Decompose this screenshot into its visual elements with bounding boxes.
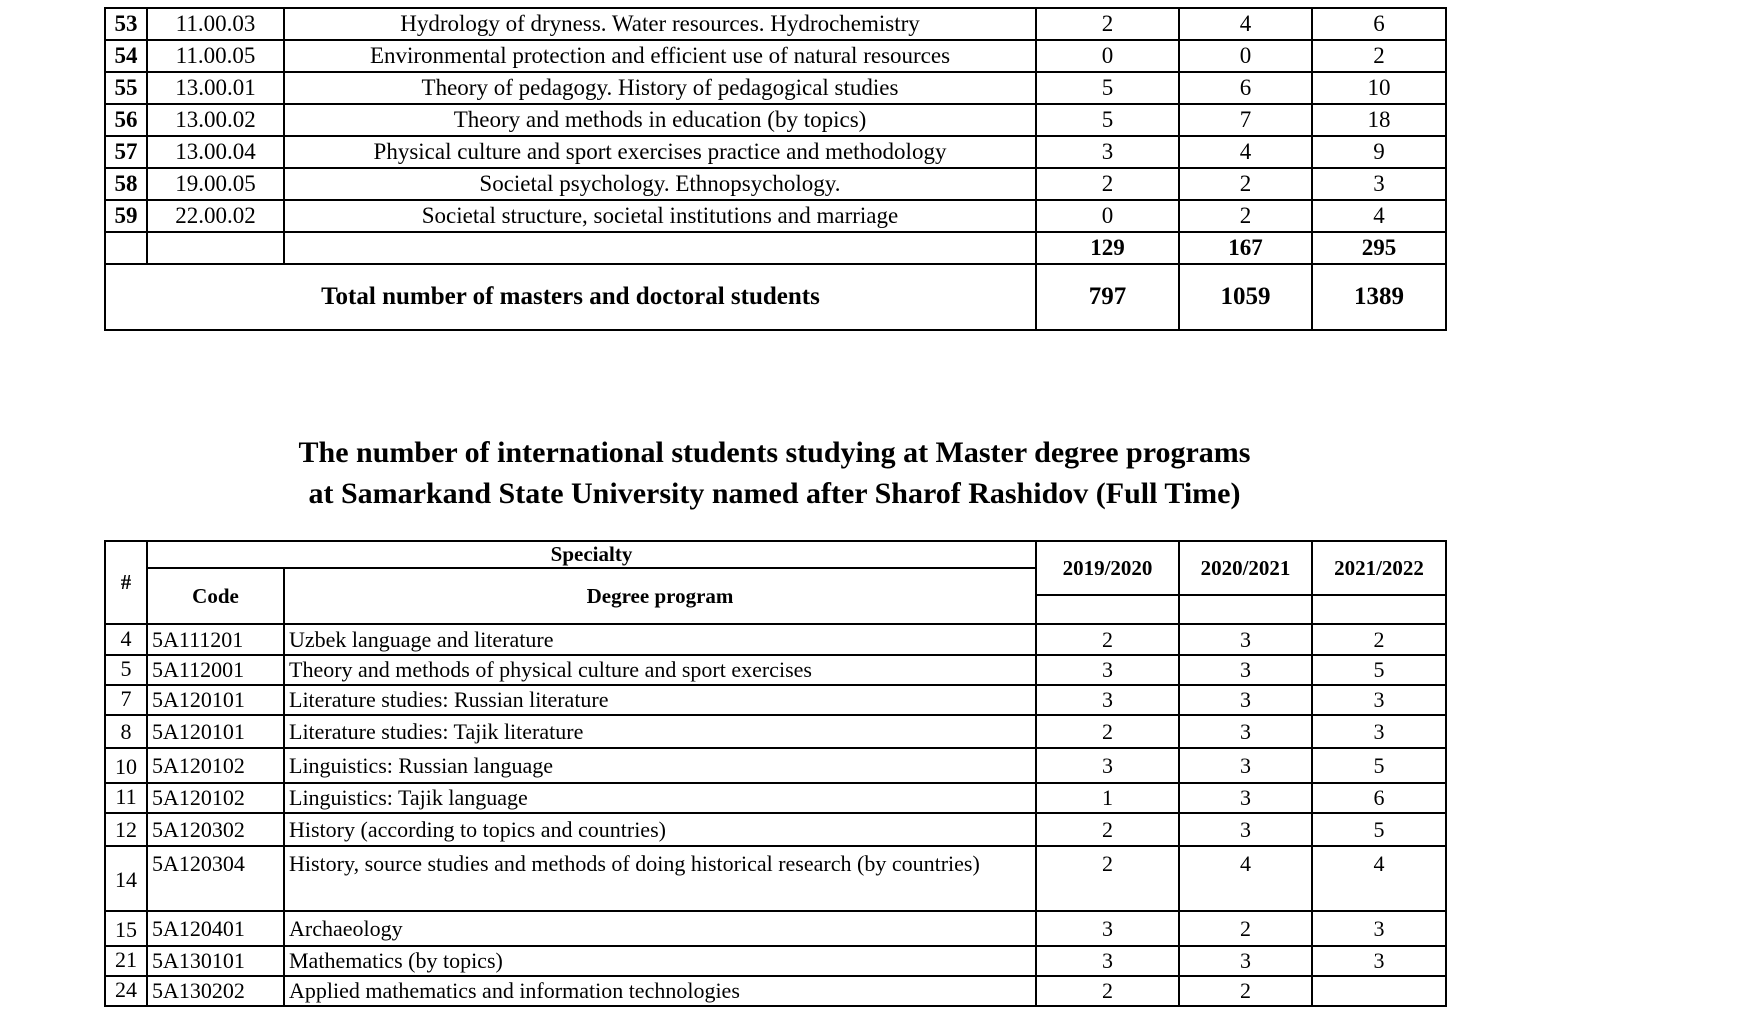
row-program: Linguistics: Russian language — [284, 748, 1036, 783]
row-value-2019-2020: 3 — [1036, 946, 1179, 976]
row-value-2020-2021: 3 — [1179, 624, 1312, 655]
row-value-2020-2021: 2 — [1179, 976, 1312, 1006]
row-value-2019-2020: 3 — [1036, 748, 1179, 783]
row-number: 4 — [105, 624, 147, 655]
row-value-2020-2021: 7 — [1179, 104, 1312, 136]
row-value-2020-2021: 4 — [1179, 846, 1312, 911]
row-code: 19.00.05 — [147, 168, 284, 200]
row-code: 5A130202 — [147, 976, 284, 1006]
row-value-2019-2020: 2 — [1036, 624, 1179, 655]
row-value-2019-2020: 2 — [1036, 846, 1179, 911]
row-code: 13.00.02 — [147, 104, 284, 136]
subtotal-row — [105, 232, 1446, 264]
row-program: Environmental protection and efficient use of natural resources — [284, 40, 1036, 72]
row-number: 53 — [105, 8, 147, 40]
table-row — [105, 40, 1446, 72]
total-label: Total number of masters and doctoral students — [105, 264, 1036, 330]
row-code: 5A120101 — [147, 685, 284, 715]
row-value-2020-2021: 6 — [1179, 72, 1312, 104]
total-2020-2021: 1059 — [1179, 264, 1312, 330]
table-row — [105, 655, 1446, 685]
table-row — [105, 8, 1446, 40]
table-row — [105, 946, 1446, 976]
row-number: 12 — [105, 813, 147, 846]
heading-line-1: The number of international students studying at Master degree programs — [298, 436, 1251, 469]
row-value-2019-2020: 0 — [1036, 40, 1179, 72]
row-number: 59 — [105, 200, 147, 232]
row-number: 56 — [105, 104, 147, 136]
row-value-2021-2022: 4 — [1312, 200, 1446, 232]
row-value-2021-2022: 3 — [1312, 168, 1446, 200]
row-program: Theory of pedagogy. History of pedagogical studies — [284, 72, 1036, 104]
row-program: Archaeology — [284, 911, 1036, 946]
row-number: 15 — [105, 911, 147, 946]
international-students-table — [104, 540, 1447, 1007]
header-blank-cell — [1179, 595, 1312, 624]
row-value-2021-2022: 2 — [1312, 40, 1446, 72]
row-program: Societal structure, societal institutions and marriage — [284, 200, 1036, 232]
row-value-2019-2020: 5 — [1036, 104, 1179, 136]
row-value-2019-2020: 5 — [1036, 72, 1179, 104]
total-2019-2020: 797 — [1036, 264, 1179, 330]
row-code: 13.00.01 — [147, 72, 284, 104]
table-row — [105, 685, 1446, 715]
table-row — [105, 624, 1446, 655]
row-value-2021-2022: 10 — [1312, 72, 1446, 104]
row-value-2019-2020: 2 — [1036, 168, 1179, 200]
table-row — [105, 846, 1446, 911]
row-value-2019-2020: 3 — [1036, 911, 1179, 946]
empty-cell — [147, 232, 284, 264]
row-code: 5A111201 — [147, 624, 284, 655]
row-program: Literature studies: Tajik literature — [284, 715, 1036, 748]
row-program: Linguistics: Tajik language — [284, 783, 1036, 813]
row-code: 11.00.03 — [147, 8, 284, 40]
row-value-2021-2022: 4 — [1312, 846, 1446, 911]
row-value-2021-2022: 3 — [1312, 685, 1446, 715]
row-value-2021-2022: 6 — [1312, 783, 1446, 813]
row-value-2021-2022: 9 — [1312, 136, 1446, 168]
total-2021-2022: 1389 — [1312, 264, 1446, 330]
row-number: 57 — [105, 136, 147, 168]
subtotal-2020-2021: 167 — [1179, 232, 1312, 264]
row-code: 11.00.05 — [147, 40, 284, 72]
row-code: 5A120401 — [147, 911, 284, 946]
table-row — [105, 104, 1446, 136]
row-value-2020-2021: 2 — [1179, 911, 1312, 946]
row-value-2020-2021: 3 — [1179, 783, 1312, 813]
header-degree-program: Degree program — [284, 568, 1036, 624]
row-program: Theory and methods in education (by topics) — [284, 104, 1036, 136]
table-row — [105, 911, 1446, 946]
subtotal-2021-2022: 295 — [1312, 232, 1446, 264]
row-value-2019-2020: 0 — [1036, 200, 1179, 232]
row-value-2021-2022: 3 — [1312, 715, 1446, 748]
row-program: Theory and methods of physical culture and sport exercises — [284, 655, 1036, 685]
header-year-2021-2022: 2021/2022 — [1312, 541, 1446, 595]
row-number: 11 — [105, 783, 147, 813]
row-value-2021-2022 — [1312, 976, 1446, 1006]
header-year-2019-2020: 2019/2020 — [1036, 541, 1179, 595]
continued-students-table — [104, 7, 1447, 331]
row-program: Literature studies: Russian literature — [284, 685, 1036, 715]
row-value-2020-2021: 3 — [1179, 813, 1312, 846]
row-value-2020-2021: 3 — [1179, 685, 1312, 715]
row-value-2020-2021: 4 — [1179, 136, 1312, 168]
row-program: History, source studies and methods of doing historical research (by countries) — [284, 846, 1036, 911]
row-code: 5A130101 — [147, 946, 284, 976]
row-number: 54 — [105, 40, 147, 72]
row-number: 5 — [105, 655, 147, 685]
row-value-2019-2020: 2 — [1036, 8, 1179, 40]
row-number: 24 — [105, 976, 147, 1006]
section-heading — [104, 432, 1445, 514]
row-value-2020-2021: 2 — [1179, 200, 1312, 232]
row-program: Hydrology of dryness. Water resources. Hydrochemistry — [284, 8, 1036, 40]
row-value-2020-2021: 3 — [1179, 946, 1312, 976]
row-value-2021-2022: 3 — [1312, 911, 1446, 946]
row-number: 55 — [105, 72, 147, 104]
table-row — [105, 976, 1446, 1006]
row-value-2019-2020: 1 — [1036, 783, 1179, 813]
row-code: 5A120102 — [147, 783, 284, 813]
table-row — [105, 715, 1446, 748]
empty-cell — [105, 232, 147, 264]
total-row — [105, 264, 1446, 330]
row-value-2021-2022: 18 — [1312, 104, 1446, 136]
row-code: 5A120302 — [147, 813, 284, 846]
row-program: Societal psychology. Ethnopsychology. — [284, 168, 1036, 200]
header-blank-cell — [1312, 595, 1446, 624]
row-value-2019-2020: 3 — [1036, 685, 1179, 715]
table-row — [105, 72, 1446, 104]
row-program: Mathematics (by topics) — [284, 946, 1036, 976]
row-code: 22.00.02 — [147, 200, 284, 232]
row-value-2021-2022: 5 — [1312, 748, 1446, 783]
row-value-2019-2020: 2 — [1036, 715, 1179, 748]
row-value-2019-2020: 2 — [1036, 813, 1179, 846]
row-value-2019-2020: 2 — [1036, 976, 1179, 1006]
row-value-2021-2022: 5 — [1312, 813, 1446, 846]
row-number: 58 — [105, 168, 147, 200]
table-row — [105, 200, 1446, 232]
row-value-2020-2021: 3 — [1179, 715, 1312, 748]
header-year-2020-2021: 2020/2021 — [1179, 541, 1312, 595]
header-blank-cell — [1036, 595, 1179, 624]
row-code: 5A120101 — [147, 715, 284, 748]
row-program: History (according to topics and countries) — [284, 813, 1036, 846]
table-row — [105, 813, 1446, 846]
header-specialty: Specialty — [147, 541, 1036, 568]
row-value-2020-2021: 3 — [1179, 655, 1312, 685]
row-value-2020-2021: 4 — [1179, 8, 1312, 40]
row-number: 7 — [105, 685, 147, 715]
row-value-2021-2022: 5 — [1312, 655, 1446, 685]
header-hash: # — [105, 541, 147, 624]
row-program: Physical culture and sport exercises practice and methodology — [284, 136, 1036, 168]
row-code: 5A120102 — [147, 748, 284, 783]
row-value-2019-2020: 3 — [1036, 136, 1179, 168]
row-value-2021-2022: 2 — [1312, 624, 1446, 655]
row-value-2021-2022: 6 — [1312, 8, 1446, 40]
row-value-2020-2021: 0 — [1179, 40, 1312, 72]
row-code: 13.00.04 — [147, 136, 284, 168]
table-row — [105, 783, 1446, 813]
row-number: 10 — [105, 748, 147, 783]
empty-cell — [284, 232, 1036, 264]
row-number: 21 — [105, 946, 147, 976]
row-program: Applied mathematics and information technologies — [284, 976, 1036, 1006]
row-number: 14 — [105, 846, 147, 911]
row-value-2020-2021: 2 — [1179, 168, 1312, 200]
table-row — [105, 168, 1446, 200]
row-code: 5A112001 — [147, 655, 284, 685]
row-program: Uzbek language and literature — [284, 624, 1036, 655]
row-value-2020-2021: 3 — [1179, 748, 1312, 783]
row-value-2021-2022: 3 — [1312, 946, 1446, 976]
header-code: Code — [147, 568, 284, 624]
heading-line-2: at Samarkand State University named after Sharof Rashidov (Full Time) — [308, 477, 1241, 510]
row-code: 5A120304 — [147, 846, 284, 911]
table-row — [105, 136, 1446, 168]
subtotal-2019-2020: 129 — [1036, 232, 1179, 264]
table-row — [105, 748, 1446, 783]
row-value-2019-2020: 3 — [1036, 655, 1179, 685]
row-number: 8 — [105, 715, 147, 748]
